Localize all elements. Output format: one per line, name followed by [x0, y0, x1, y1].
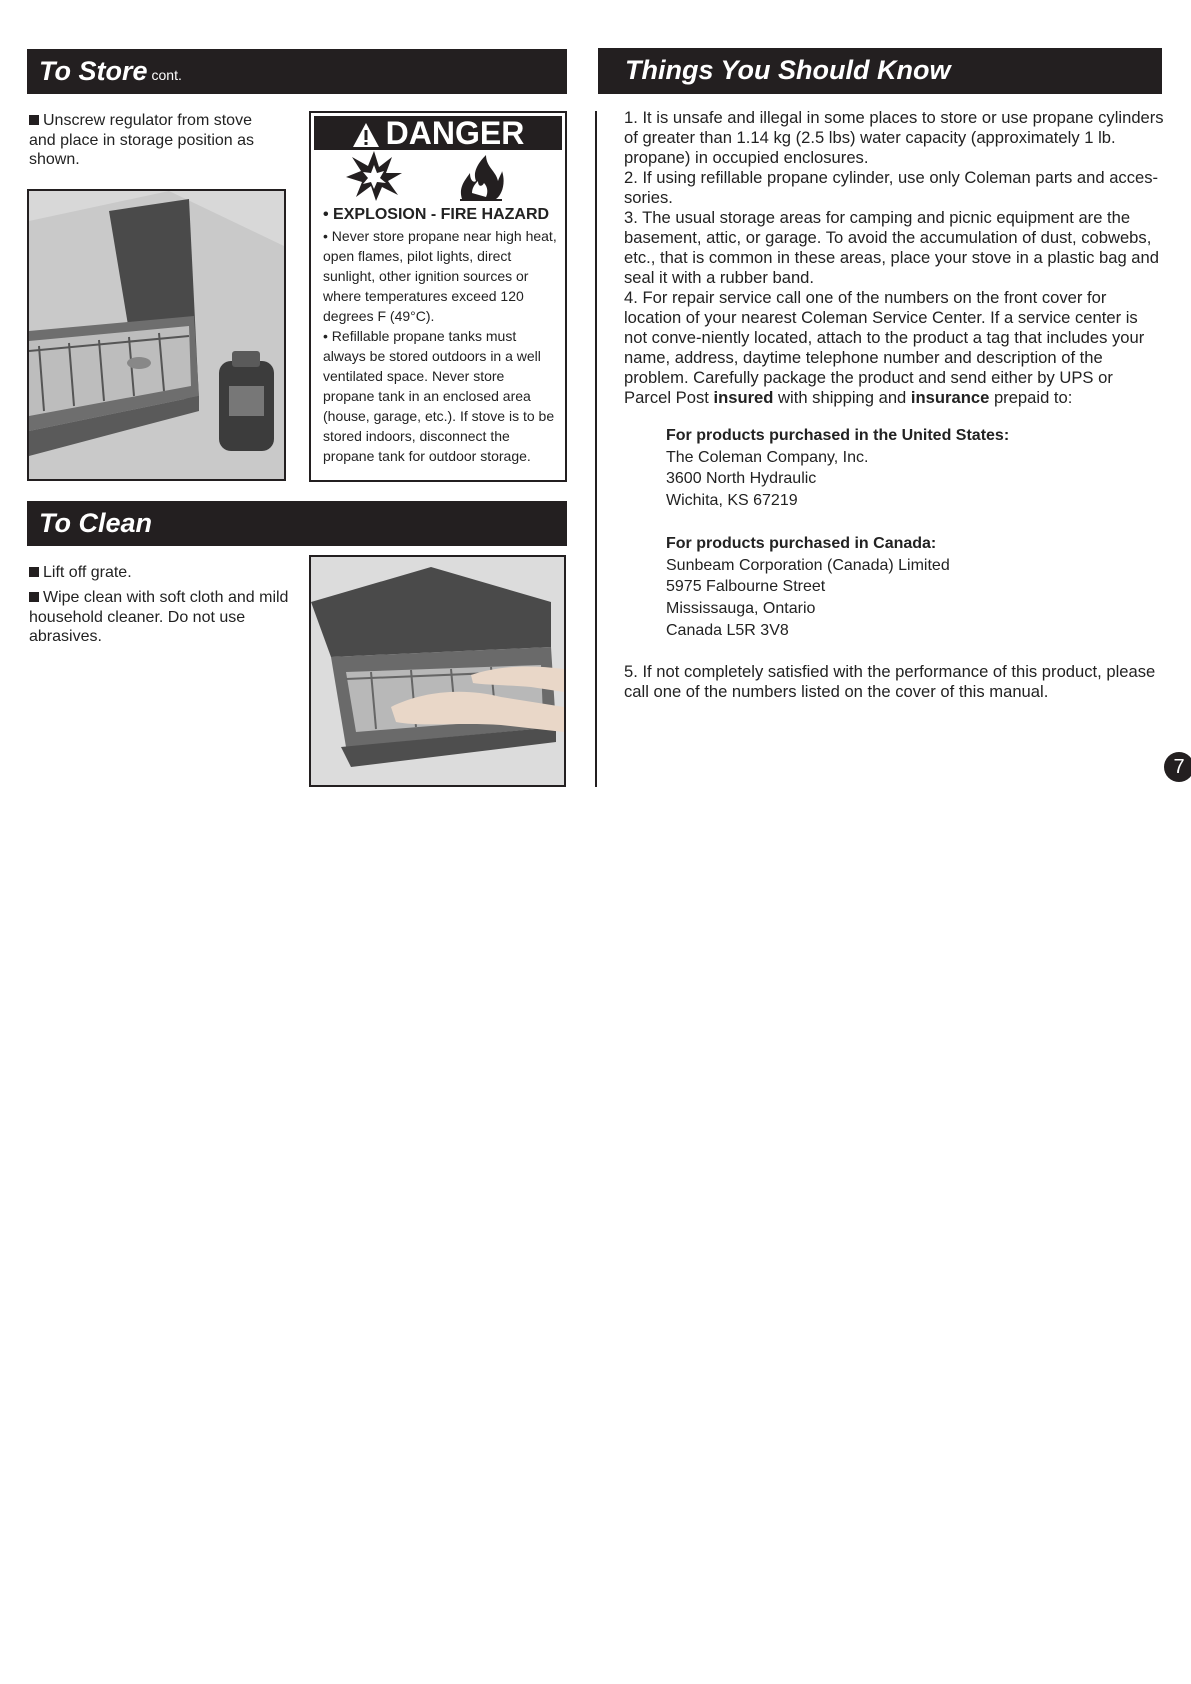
tip-4-text-c: with shipping and [778, 388, 907, 407]
tip-4-insured: insured [713, 388, 774, 407]
us-address-heading: For products purchased in the United States: [666, 427, 1010, 444]
tip-4-text-e: prepaid to: [993, 388, 1073, 407]
canada-address-line-1: Sunbeam Corporation (Canada) Limited [666, 556, 950, 574]
danger-item-1: • Never store propane near high heat, open flames, pilot lights, direct sunlight, other ignition sources or where temperatures exceed 120 degrees F (49°C). [323, 228, 557, 324]
us-address-block [666, 425, 1009, 512]
to-clean-header [27, 501, 567, 546]
clean-step-1-text: Lift off grate. [43, 564, 132, 581]
things-you-should-know-header [598, 48, 1162, 94]
to-store-header [27, 49, 567, 94]
danger-warning-box [309, 111, 567, 482]
danger-body [323, 204, 557, 466]
clean-step-2 [29, 588, 289, 647]
danger-heading [314, 116, 562, 150]
bullet-square-icon [29, 592, 39, 602]
tip-3: 3. The usual storage areas for camping and picnic equipment are the basement, attic, or garage. To avoid the accumulation of dust, cobwebs, etc., that is common in these areas, place your stove in a plastic bag and seal it with a rubber band. [624, 208, 1159, 287]
hazard-title: • EXPLOSION - FIRE HAZARD [323, 206, 550, 223]
fire-icon [456, 153, 504, 201]
us-address-line-3: Wichita, KS 67219 [666, 492, 798, 510]
column-divider [595, 111, 597, 787]
explosion-icon [346, 151, 402, 201]
canada-address-heading: For products purchased in Canada: [666, 535, 937, 552]
canada-address-line-2: 5975 Falbourne Street [666, 578, 826, 596]
stove-storage-photo [27, 189, 286, 481]
store-step [29, 111, 279, 170]
to-store-cont-label: cont. [151, 67, 182, 83]
cleaning-stove-photo [309, 555, 566, 787]
tip-2: 2. If using refillable propane cylinder, use only Coleman parts and acces-sories. [624, 168, 1159, 207]
things-you-should-know-title: Things You Should Know [625, 55, 951, 85]
tip-4-insurance: insurance [910, 388, 990, 407]
bullet-square-icon [29, 115, 39, 125]
tip-4-text-a: 4. For repair service call one of the numbers on the front cover for location of your nearest Coleman Service Center. If a service center is not conve-niently located, attach to the product a tag that includes your name, address, daytime telephone number and description of the problem. Carefully package the product and send either by UPS or Parcel Post [624, 288, 1145, 407]
to-clean-title: To Clean [39, 508, 153, 538]
tips-list [624, 108, 1164, 408]
canada-address-line-4: Canada L5R 3V8 [666, 621, 789, 639]
page-number: 7 [1164, 752, 1191, 782]
clean-step-2-text: Wipe clean with soft cloth and mild household cleaner. Do not use abrasives. [29, 589, 289, 645]
canada-address-line-3: Mississauga, Ontario [666, 600, 816, 618]
bullet-square-icon [29, 567, 39, 577]
tip-4 [624, 288, 1164, 408]
to-store-title: To Store [39, 56, 148, 86]
danger-item-2: • Refillable propane tanks must always be stored outdoors in a well ventilated space. Never store propane tank in an enclosed area (house, garage, etc.). If stove is to be stored indoors, disconnect the propane tank for outdoor storage. [323, 328, 555, 464]
warning-triangle-icon [352, 122, 380, 148]
tip-1: 1. It is unsafe and illegal in some places to store or use propane cylinders of greater than 1.14 kg (2.5 lbs) water capacity (approximately 1 lb. propane) in occupied enclosures. [624, 108, 1164, 167]
clean-step-1 [29, 563, 289, 583]
danger-heading-text: DANGER [385, 115, 525, 151]
store-step-text: Unscrew regulator from stove and place in storage position as shown. [29, 112, 255, 168]
us-address-line-1: The Coleman Company, Inc. [666, 448, 869, 466]
us-address-line-2: 3600 North Hydraulic [666, 470, 817, 488]
tip-5: 5. If not completely satisfied with the performance of this product, please call one of the numbers listed on the cover of this manual. [624, 662, 1156, 701]
canada-address-block [666, 533, 950, 642]
